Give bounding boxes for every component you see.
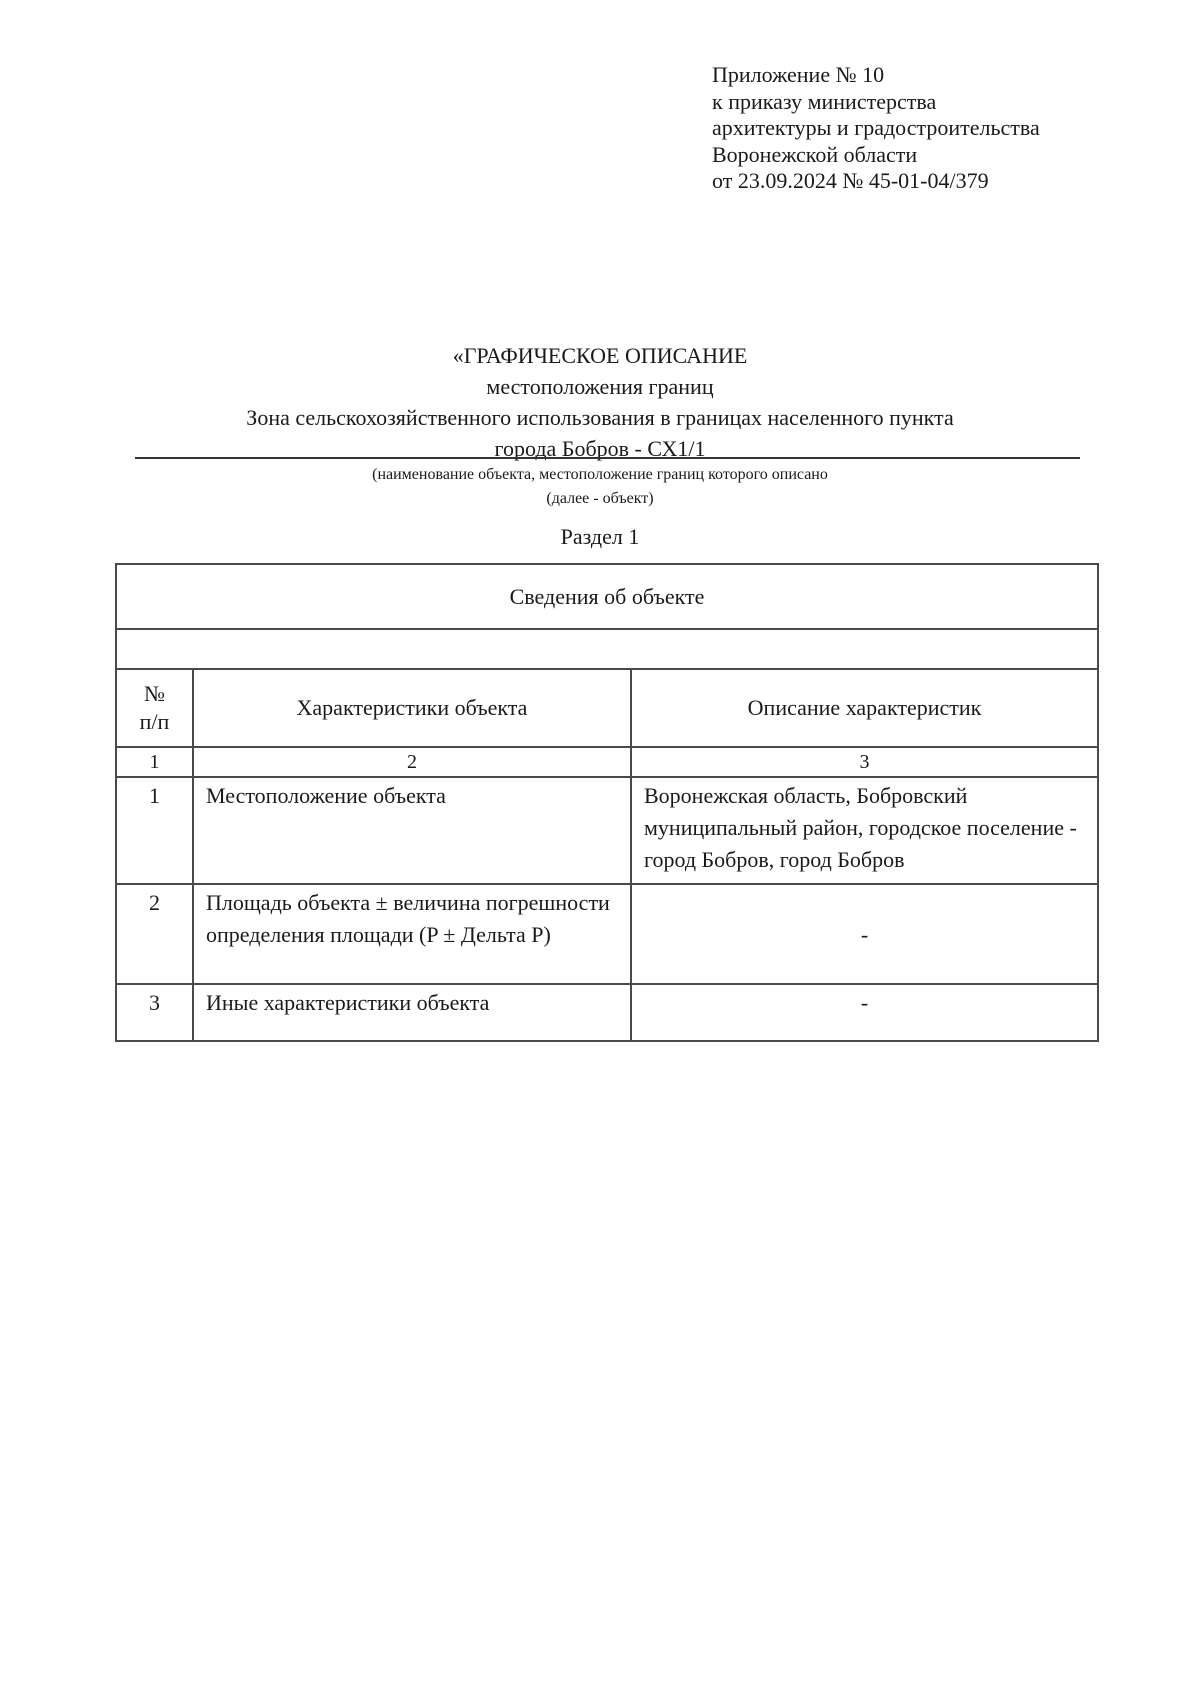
table-banner: Сведения об объекте [116,564,1098,629]
document-title [0,340,1200,464]
table-row [116,777,1098,884]
title-line-3: Зона сельскохозяйственного использования в границах населенного пункта [246,405,954,430]
header-num-line-1: № [144,681,165,706]
column-number-row [116,747,1098,777]
row-number: 3 [116,984,193,1041]
row-description: Воронежская область, Бобровский муниципальный район, городское поселение - город Бобров, город Бобров [631,777,1098,884]
row-characteristic: Площадь объекта ± величина погрешности определения площади (P ± Дельта P) [193,884,631,984]
row-number: 2 [116,884,193,984]
row-description: - [631,884,1098,984]
appendix-header [712,62,1040,195]
header-num [116,669,193,747]
table-row [116,984,1098,1041]
title-line-1: «ГРАФИЧЕСКОЕ ОПИСАНИЕ [452,343,748,368]
caption-line-1: (наименование объекта, местоположение границ которого описано [372,466,828,483]
row-description: - [631,984,1098,1041]
object-info-table [115,563,1099,1042]
appendix-line-2: к приказу министерства [712,88,937,114]
header-description: Описание характеристик [631,669,1098,747]
column-number: 1 [116,747,193,777]
title-line-4: города Бобров - СХ1/1 [494,436,706,461]
row-characteristic: Местоположение объекта [193,777,631,884]
table-blank-row [116,629,1098,669]
title-line-2: местоположения границ [486,374,714,399]
section-label: Раздел 1 [560,524,640,549]
table-blank-cell [116,629,1098,669]
appendix-line-5: от 23.09.2024 № 45-01-04/379 [712,168,989,193]
column-number: 2 [193,747,631,777]
header-num-line-2: п/п [139,709,170,734]
table-row [116,884,1098,984]
title-underline [135,457,1080,459]
row-number: 1 [116,777,193,884]
caption-line-2: (далее - объект) [546,490,654,507]
row-characteristic: Иные характеристики объекта [193,984,631,1041]
header-characteristics: Характеристики объекта [193,669,631,747]
object-caption [0,463,1200,511]
table-header-row [116,669,1098,747]
appendix-line-1: Приложение № 10 [712,62,885,87]
table-banner-row [116,564,1098,629]
appendix-line-3: архитектуры и градостроительства [712,115,1040,140]
appendix-line-4: Воронежской области [712,141,918,167]
column-number: 3 [631,747,1098,777]
